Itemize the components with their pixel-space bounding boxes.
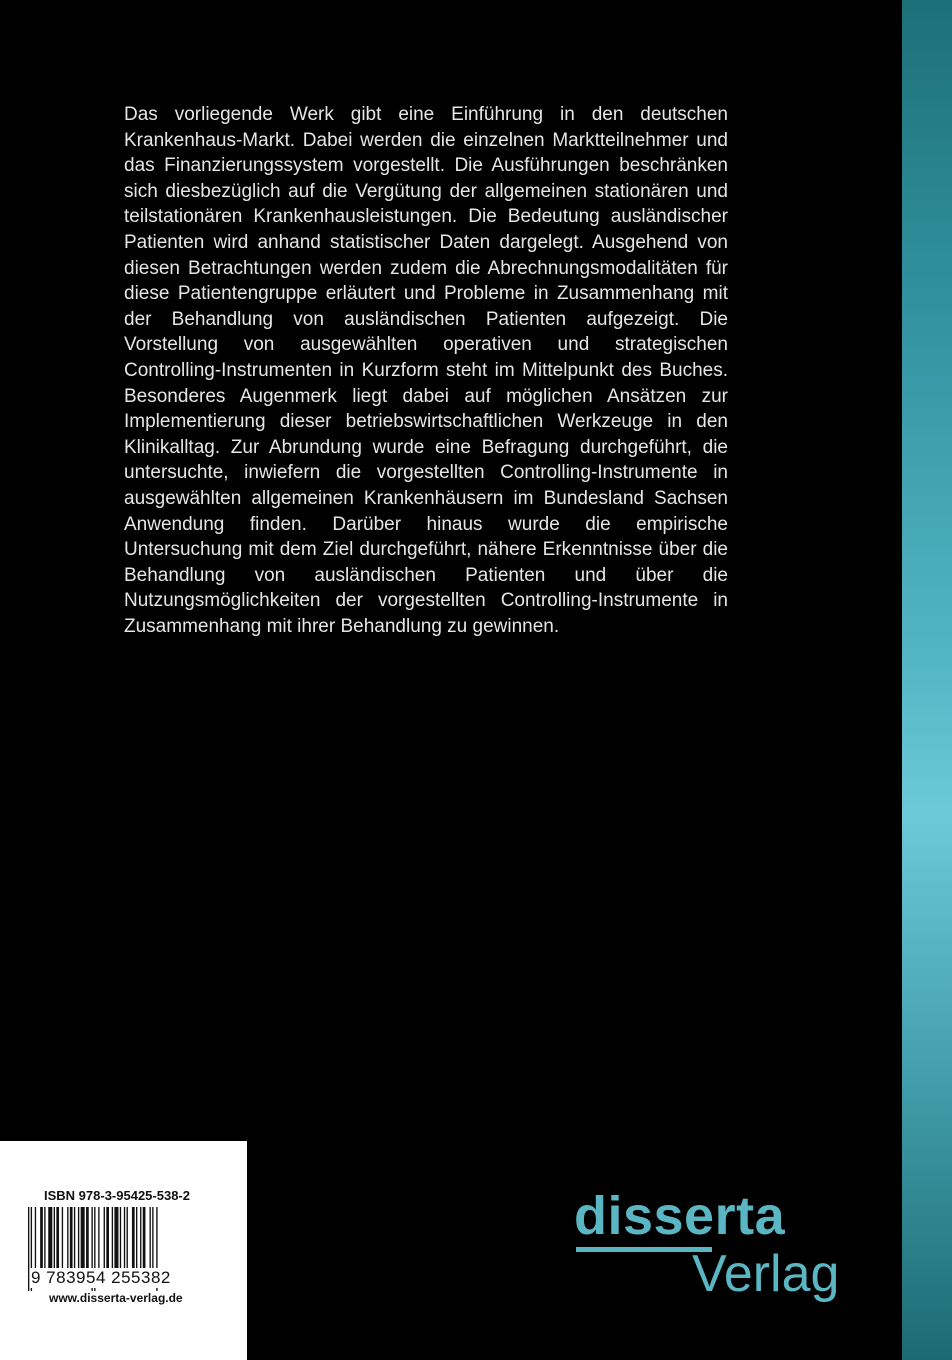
barcode-digits: 9 783954 255382 xyxy=(31,1268,171,1287)
publisher-website: www.disserta-verlag.de xyxy=(49,1291,183,1305)
isbn-label: ISBN 978-3-95425-538-2 xyxy=(44,1188,190,1203)
logo-wordmark-disserta: disserta xyxy=(574,1186,786,1246)
cover-blurb-text: Das vorliegende Werk gibt eine Einführung in den deutschen Krankenhaus-Markt. Dabei werden die einzelnen Marktteilnehmer und das Finanzierungssystem vorgestellt. Die Ausführungen beschränken sich diesbezüglich auf die Vergütung der allgemeinen stationären und teilstationären Krankenhausleistungen. Die Bedeutung ausländischer Patienten wird anhand statistischer Daten dargelegt. Ausgehend von diesen Betrachtungen werden zudem die Abrechnungsmodalitäten für diese Patientengruppe erläutert und Probleme in Zusammenhang mit der Behandlung von ausländischen Patienten aufgezeigt. Die Vorstellung von ausgewählten operativen und strategischen Controlling-Instrumenten in Kurzform steht im Mittelpunkt des Buches. Besonderes Augenmerk liegt dabei auf möglichen Ansätzen zur Implementierung dieser betriebswirtschaftlichen Werkzeuge in den Klinikalltag. Zur Abrundung wurde eine Befragung durchgeführt, die untersuchte, inwiefern die vorgestellten Controlling-Instrumente in ausgewählten allgemeinen Krankenhäusern im Bundesland Sachsen Anwendung finden. Darüber hinaus wurde die empirische Untersuchung mit dem Ziel durchgeführt, nähere Erkenntnisse über die Behandlung von ausländischen Patienten und über die Nutzungsmöglichkeiten der vorgestellten Controlling-Instrumente in Zusammenhang mit ihrer Behandlung zu gewinnen. xyxy=(124,104,728,637)
disserta-verlag-logo xyxy=(574,1185,874,1315)
teal-spine-strip xyxy=(902,0,952,1360)
logo-wordmark-verlag: Verlag xyxy=(692,1245,840,1303)
barcode-panel xyxy=(0,1141,247,1360)
